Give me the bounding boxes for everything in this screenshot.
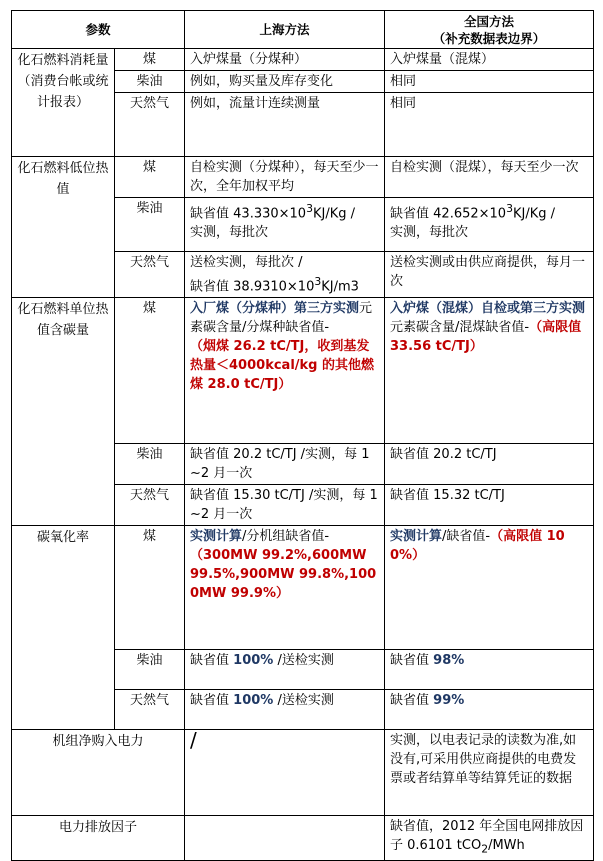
shanghai-cell: [185, 730, 385, 816]
default-value: 缺省值 38.9310×10: [190, 279, 315, 295]
national-cell: [385, 650, 594, 690]
national-cell: 缺省值 15.32 tC/TJ: [385, 485, 594, 526]
default-values-red: （高限值 100%）: [390, 529, 565, 564]
fuel-gas: 天然气: [115, 252, 185, 298]
shanghai-cell: [185, 198, 385, 252]
default-values-red: （高限值 33.56 tC/TJ）: [390, 320, 586, 355]
header-row: [12, 11, 594, 49]
shanghai-cell: [185, 252, 385, 298]
method-text: /分机组缺省值-: [242, 529, 330, 545]
default-values-red: （烟煤 26.2 tC/TJ，收到基发热量＜4000kcal/kg 的其他燃煤 28.0 tC/TJ）: [190, 339, 375, 393]
superscript: 3: [306, 202, 313, 215]
national-cell: [385, 690, 594, 730]
table-row: [12, 730, 594, 816]
method-text: 实测，每批次: [190, 225, 269, 241]
national-cell: 实测，以电表记录的读数为准,如没有,可采用供应商提供的电费发票或者结算单等结算凭证的数据: [385, 730, 594, 816]
national-cell: [385, 198, 594, 252]
national-cell: [385, 526, 594, 650]
fuel-coal: 煤: [115, 157, 185, 198]
fuel-diesel: 柴油: [115, 198, 185, 252]
param-net-purchase: 机组净购入电力: [12, 730, 185, 816]
header-national-title: 全国方法: [464, 13, 515, 29]
shanghai-cell: [185, 816, 385, 861]
measured-text: 入厂煤（分煤种）第三方实测: [190, 301, 360, 317]
method-text: 元素碳含量/分煤种缺省值-: [190, 301, 373, 336]
default-value: 缺省值 43.330×10: [190, 206, 307, 222]
subscript: 2: [481, 842, 489, 856]
measured-text: 入炉煤（混煤）自检或第三方实测: [390, 301, 586, 317]
method-text: /送检实测: [273, 653, 334, 669]
shanghai-cell: [185, 526, 385, 650]
shanghai-cell: [185, 690, 385, 730]
measured-text: 实测计算: [390, 529, 443, 545]
unit: KJ/m3: [321, 279, 359, 295]
table-row: [12, 298, 594, 444]
default-value: 缺省值 42.652×10: [390, 206, 507, 222]
superscript: 3: [314, 275, 322, 288]
fuel-gas: 天然气: [115, 485, 185, 526]
shanghai-cell: 例如，购买量及库存变化: [185, 71, 385, 93]
unit: KJ/Kg /: [312, 206, 355, 222]
param-fossil-consumption: 化石燃料消耗量（消费台帐或统计报表）: [12, 49, 115, 157]
default-value: 100%: [233, 693, 274, 709]
method-text: /缺省值-: [442, 529, 491, 545]
header-national-subtitle: （补充数据表边界）: [432, 30, 546, 46]
national-cell: 送检实测或由供应商提供，每月一次: [385, 252, 594, 298]
table-row: [12, 49, 594, 71]
fuel-diesel: 柴油: [115, 650, 185, 690]
fuel-gas: 天然气: [115, 690, 185, 730]
param-oxidation: 碳氧化率: [12, 526, 115, 730]
table-row: [12, 526, 594, 650]
method-text: 送检实测，每批次 /: [190, 255, 303, 270]
shanghai-cell: 缺省值 20.2 tC/TJ /实测，每 1~2 月一次: [185, 444, 385, 485]
shanghai-cell: 自检实测（分煤种），每天至少一次，全年加权平均: [185, 157, 385, 198]
default-label: 缺省值: [390, 693, 434, 709]
param-emission-factor: 电力排放因子: [12, 816, 185, 861]
national-cell: [385, 816, 594, 861]
not-applicable-slash: /: [190, 728, 197, 753]
measured-text: 实测计算: [190, 529, 243, 545]
table-row: [12, 816, 594, 861]
param-carbon-content: 化石燃料单位热值含碳量: [12, 298, 115, 526]
default-value: 缺省值，2012 年全国电网排放因子 0.6101 tCO: [390, 819, 584, 854]
fuel-diesel: 柴油: [115, 444, 185, 485]
shanghai-cell: [185, 650, 385, 690]
comparison-table: [11, 10, 594, 861]
method-text: 实测，每批次: [390, 225, 469, 241]
shanghai-cell: [185, 298, 385, 444]
national-cell: 自检实测（混煤），每天至少一次: [385, 157, 594, 198]
shanghai-cell: 缺省值 15.30 tC/TJ /实测，每 1~2 月一次: [185, 485, 385, 526]
default-value: 98%: [433, 653, 465, 669]
fuel-diesel: 柴油: [115, 71, 185, 93]
shanghai-cell: 入炉煤量（分煤种）: [185, 49, 385, 71]
national-cell: 入炉煤量（混煤）: [385, 49, 594, 71]
national-cell: 相同: [385, 71, 594, 93]
superscript: 3: [506, 202, 513, 215]
fuel-gas: 天然气: [115, 93, 185, 157]
unit: /MWh: [488, 838, 525, 854]
unit: KJ/Kg /: [512, 206, 555, 222]
default-label: 缺省值: [190, 653, 234, 669]
header-shanghai: 上海方法: [185, 11, 385, 49]
default-values-red: （300MW 99.2%,600MW 99.5%,900MW 99.8%,1000MW 99.9%）: [190, 548, 377, 602]
default-label: 缺省值: [190, 693, 234, 709]
national-cell: [385, 298, 594, 444]
shanghai-cell: 例如，流量计连续测量: [185, 93, 385, 157]
header-national: [385, 11, 594, 49]
method-text: /送检实测: [273, 693, 334, 709]
fuel-coal: 煤: [115, 298, 185, 444]
method-text: 元素碳含量/混煤缺省值-: [390, 320, 530, 336]
default-value: 100%: [233, 653, 274, 669]
table-row: [12, 157, 594, 198]
header-param: 参数: [12, 11, 185, 49]
default-value: 99%: [433, 693, 465, 709]
default-label: 缺省值: [390, 653, 434, 669]
fuel-coal: 煤: [115, 526, 185, 650]
fuel-coal: 煤: [115, 49, 185, 71]
national-cell: 相同: [385, 93, 594, 157]
param-low-heat-value: 化石燃料低位热值: [12, 157, 115, 298]
national-cell: 缺省值 20.2 tC/TJ: [385, 444, 594, 485]
